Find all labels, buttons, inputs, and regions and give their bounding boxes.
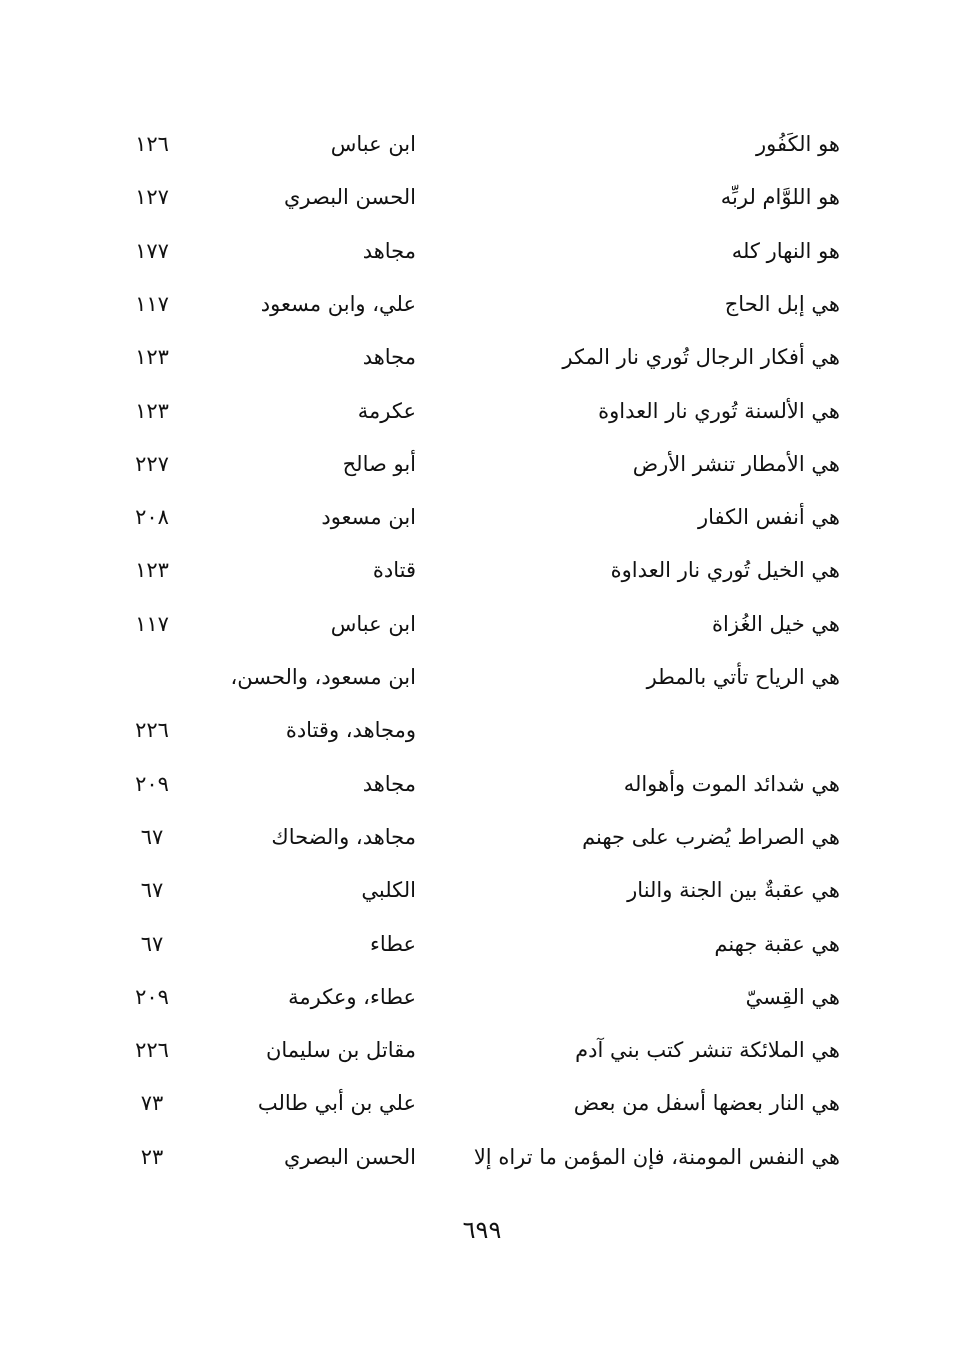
narrator-text: ومجاهد، وقتادة (285, 718, 416, 743)
index-row (0, 710, 964, 750)
narrator-text: قتادة (372, 558, 416, 583)
narrator-text: مجاهد، والضحاك (271, 824, 416, 849)
index-row (0, 817, 964, 857)
narrator-text: الكلبي (361, 878, 416, 903)
phrase-text: هي خيل الغُزاة (712, 611, 840, 636)
narrator-text: ابن مسعود، والحسن، (230, 665, 416, 689)
page-reference: ٢٠٩ (135, 984, 169, 1009)
page-reference: ١١٧ (135, 291, 169, 316)
phrase-text: هي أنفس الكفار (698, 505, 840, 530)
phrase-text: هي عقبة جهنم (714, 931, 840, 956)
narrator-text: ابن عباس (330, 611, 416, 636)
index-row (0, 1030, 964, 1070)
index-row (0, 870, 964, 910)
phrase-text: هي الرياح تأتي بالمطر (646, 665, 840, 689)
narrator-text: علي، وابن مسعود (260, 291, 416, 316)
phrase-text: هي الأمطار تنشر الأرض (632, 451, 840, 476)
narrator-text: مجاهد (362, 238, 416, 263)
page-reference: ٢٢٦ (135, 718, 169, 743)
page-number: ٦٩٩ (462, 1216, 502, 1244)
narrator-text: مجاهد (362, 345, 416, 370)
page-reference: ٢٢٧ (135, 451, 169, 476)
index-row (0, 924, 964, 964)
page-reference: ١٢٧ (135, 185, 169, 210)
index-row (0, 977, 964, 1017)
page-reference: ٧٣ (140, 1091, 164, 1116)
index-row (0, 604, 964, 644)
index-row (0, 284, 964, 324)
phrase-text: هو اللوَّام لربِّه (720, 185, 840, 210)
index-row (0, 444, 964, 484)
index-row (0, 657, 964, 697)
page-reference: ٢٣ (140, 1144, 164, 1169)
narrator-text: الحسن البصري (284, 1144, 416, 1169)
phrase-text: هي شدائد الموت وأهواله (623, 771, 840, 796)
narrator-text: ابن عباس (330, 132, 416, 156)
phrase-text: هي الألسنة تُوري نار العداوة (598, 398, 840, 423)
index-row (0, 231, 964, 271)
phrase-text: هي الملائكة تنشر كتب بني آدم (575, 1038, 840, 1063)
page-reference: ٢٠٨ (135, 505, 169, 530)
phrase-text: هو النهار كله (731, 238, 840, 263)
phrase-text: هي إبل الحاج (724, 291, 840, 316)
narrator-text: عطاء، وعكرمة (288, 984, 416, 1009)
phrase-text: هي الصراط يُضرب على جهنم (582, 824, 840, 849)
phrase-text: هي الخيل تُوري نار العداوة (610, 558, 840, 583)
index-row (0, 1083, 964, 1123)
page-reference: ١٢٣ (135, 345, 169, 370)
narrator-text: الحسن البصري (284, 185, 416, 210)
index-row (0, 497, 964, 537)
phrase-text: هي القِسيّ (745, 984, 840, 1009)
narrator-text: أبو صالح (342, 451, 416, 476)
page-reference: ١٢٣ (135, 558, 169, 583)
page-reference: ٦٧ (140, 931, 164, 956)
narrator-text: عطاء (369, 931, 416, 956)
phrase-text: هي عقبةٌ بين الجنة والنار (627, 878, 840, 903)
page-reference: ١١٧ (135, 611, 169, 636)
page-reference: ٦٧ (140, 878, 164, 903)
phrase-text: هي أفكار الرجال تُوري نار المكر (562, 345, 840, 370)
page-reference: ١٢٣ (135, 398, 169, 423)
index-row (0, 337, 964, 377)
page-reference: ٦٧ (140, 824, 164, 849)
index-row (0, 550, 964, 590)
index-row (0, 764, 964, 804)
index-row (0, 124, 964, 164)
phrase-text: هي النفس المومنة، فإن المؤمن ما تراه إلا (473, 1144, 840, 1169)
narrator-text: علي بن أبي طالب (257, 1091, 416, 1116)
phrase-text: هي النار بعضها أسفل من بعض (573, 1091, 840, 1116)
phrase-text: هو الكَفُور (755, 132, 840, 156)
narrator-text: مقاتل بن سليمان (265, 1038, 416, 1063)
page-reference: ٢٢٦ (135, 1038, 169, 1063)
index-row (0, 391, 964, 431)
narrator-text: ابن مسعود (321, 505, 416, 530)
narrator-text: عكرمة (357, 398, 416, 423)
index-row (0, 177, 964, 217)
page-reference: ١٧٧ (135, 238, 169, 263)
page-reference: ١٢٦ (135, 132, 169, 156)
narrator-text: مجاهد (362, 771, 416, 796)
page-reference: ٢٠٩ (135, 771, 169, 796)
index-row (0, 1137, 964, 1177)
